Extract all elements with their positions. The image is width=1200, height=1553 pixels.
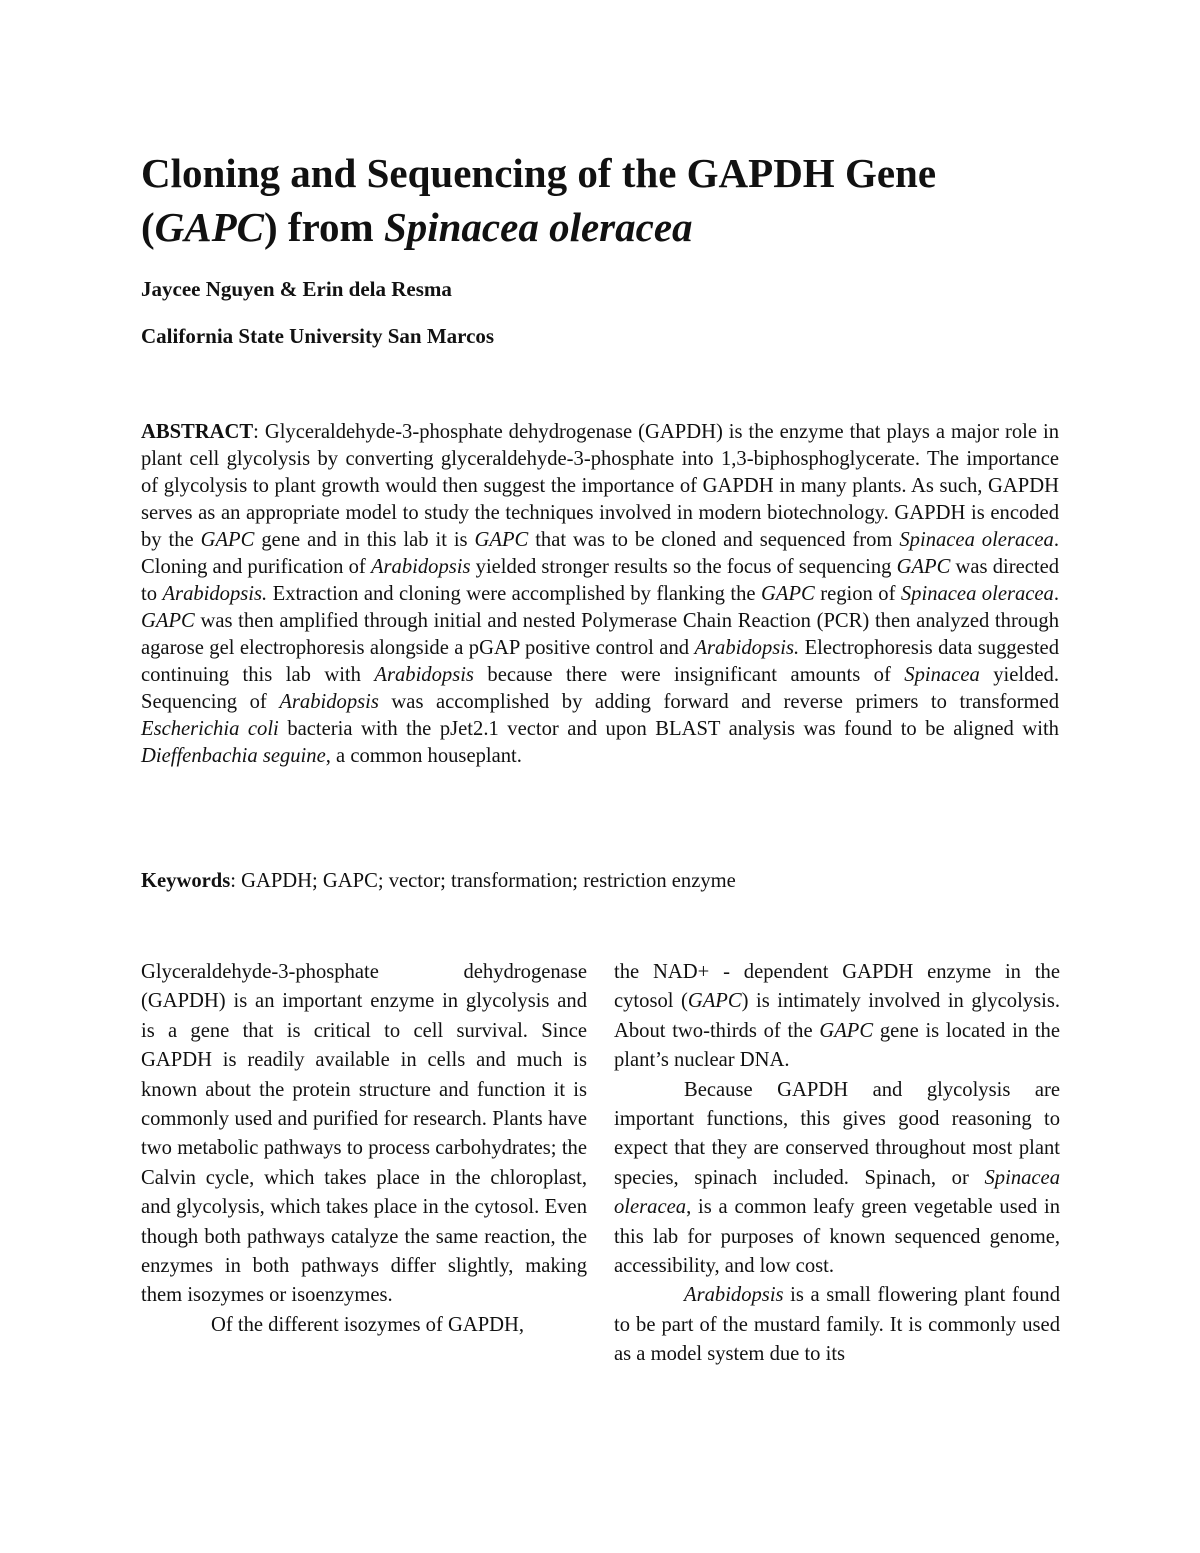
title-from: ) from: [264, 204, 384, 250]
italic-term: Spinacea: [904, 664, 980, 686]
italic-term: Arabidopsis: [374, 664, 474, 686]
keywords-label: Keywords: [141, 870, 231, 892]
text-run: Because GAPDH and glycolysis are important functions, this gives good reasoning to expect that they are conserved throughout most plant species, spinach included. Spinach, or: [614, 1078, 1060, 1189]
text-run: yielded stronger results so the focus of sequencing: [470, 556, 897, 578]
italic-term: GAPC: [819, 1019, 874, 1042]
italic-term: Arabidopsis: [684, 1284, 784, 1307]
italic-term: Escherichia coli: [141, 718, 279, 740]
text-run: gene is located in the plant’s nuclear DNA.: [614, 1019, 1060, 1072]
title-paren-open: (: [141, 204, 155, 250]
italic-term: GAPC: [896, 556, 951, 578]
keywords: [141, 868, 1059, 895]
body-paragraph: [141, 958, 587, 1311]
keywords-text: : GAPDH; GAPC; vector; transformation; restriction enzyme: [230, 870, 736, 892]
text-run: Of the different isozymes of GAPDH,: [211, 1313, 525, 1336]
title-gene-name: GAPC: [154, 204, 265, 250]
text-run: ) is intimately involved in glycolysis. About two-thirds of the: [614, 990, 1061, 1042]
text-run: is a small flowering plant found to be part of the mustard family. It is commonly used as a model system due to its: [614, 1284, 1060, 1366]
abstract-label: ABSTRACT: [141, 421, 254, 443]
text-run: , a common houseplant.: [325, 745, 522, 767]
text-run: because there were insignificant amounts of: [473, 664, 905, 686]
text-run: Glyceraldehyde-3-phosphate dehydrogenase (GAPDH) is an important enzyme in glycolysis and is a gene that is critical to cell survival. Since GAPDH is readily available in cells and much is known about the protein structure and function it is commonly used and purified for research. Plants have two metabolic pathways to process carbohydrates; the Calvin cycle, which takes place in the chloroplast, and glycolysis, which takes place in the cytosol. Even though both pathways catalyze the same reaction, the enzymes in both pathways differ slightly, making them isozymes or isoenzymes.: [141, 961, 587, 1307]
text-run: Electrophoresis data suggested continuing this lab with: [141, 637, 1059, 686]
title-species: Spinacea oleracea: [383, 204, 693, 250]
italic-term: Spinacea oleracea: [614, 1166, 1060, 1219]
italic-term: Arabidopsis.: [694, 637, 800, 659]
title-line-2: [141, 200, 1101, 254]
text-run: . Cloning and purification of: [141, 529, 1059, 578]
italic-term: GAPC: [200, 529, 255, 551]
title-line-1: Cloning and Sequencing of the GAPDH Gene: [141, 150, 937, 196]
body-paragraph: [614, 1076, 1060, 1282]
text-run: : Glyceraldehyde-3-phosphate dehydrogenase (GAPDH) is the enzyme that plays a major role in plant cell glycolysis by converting glyceraldehyde-3-phosphate into 1,3-biphosphoglycerate. The importance of glycolysis to plant growth would then suggest the importance of GAPDH in many plants. As such, GAPDH serves as an appropriate model to study the techniques involved in modern biotechnology. GAPDH is encoded by the: [141, 421, 1059, 551]
italic-term: Dieffenbachia seguine: [141, 745, 326, 767]
affiliation: California State University San Marcos: [141, 324, 495, 348]
italic-term: GAPC: [474, 529, 529, 551]
italic-term: Arabidopsis: [370, 556, 471, 578]
text-run: was then amplified through initial and nested Polymerase Chain Reaction (PCR) then analyzed through agarose gel electrophoresis alongside a pGAP positive control and: [141, 610, 1059, 659]
text-run: Extraction and cloning were accomplished by flanking the: [267, 583, 762, 605]
italic-term: Arabidopsis.: [162, 583, 268, 605]
italic-term: Spinacea oleracea: [900, 583, 1054, 605]
body-column-right: [614, 958, 1060, 1370]
italic-term: Arabidopsis: [279, 691, 379, 713]
text-run: bacteria with the pJet2.1 vector and upon BLAST analysis was found to be aligned with: [278, 718, 1059, 740]
text-run: that was to be cloned and sequenced from: [528, 529, 900, 551]
text-run: the NAD+ - dependent GAPDH enzyme in the cytosol (: [614, 961, 1060, 1013]
body-paragraph: [614, 958, 1060, 1076]
text-run: was accomplished by adding forward and reverse primers to transformed: [378, 691, 1059, 713]
text-run: region of: [814, 583, 901, 605]
paper-title: [141, 146, 1101, 254]
text-run: .: [1053, 583, 1060, 605]
abstract: [141, 419, 1059, 770]
abstract-body: [141, 421, 1059, 767]
text-run: was directed to: [141, 556, 1060, 605]
body-paragraph: [614, 1281, 1060, 1369]
italic-term: GAPC: [687, 990, 742, 1013]
italic-term: Spinacea oleracea: [899, 529, 1054, 551]
text-run: gene and in this lab it is: [254, 529, 475, 551]
authors: Jaycee Nguyen & Erin dela Resma: [141, 277, 452, 301]
text-run: yielded. Sequencing of: [141, 664, 1059, 713]
body-column-left: [141, 958, 587, 1340]
italic-term: GAPC: [141, 610, 195, 632]
body-paragraph: [141, 1311, 587, 1340]
text-run: , is a common leafy green vegetable used in this lab for purposes of known sequenced genome, accessibility, and low cost.: [614, 1196, 1060, 1278]
italic-term: GAPC: [761, 583, 815, 605]
